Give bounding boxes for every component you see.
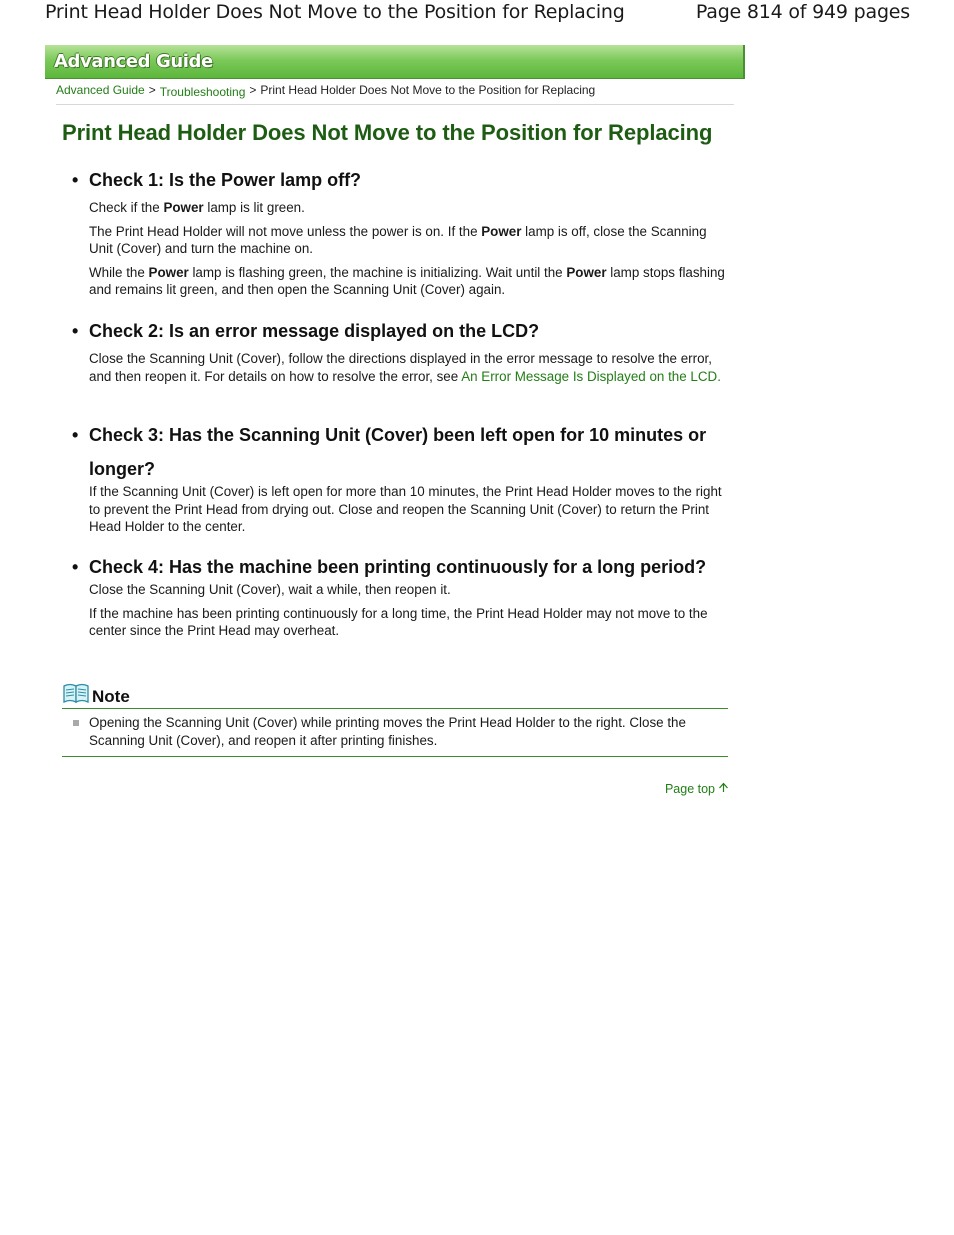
check-2-section xyxy=(72,314,732,391)
breadcrumb-separator: > xyxy=(249,83,257,97)
breadcrumb-advanced-guide[interactable]: Advanced Guide xyxy=(56,83,145,97)
check-3-paragraph-1: If the Scanning Unit (Cover) is left open for more than 10 minutes, the Print Head Holder moves to the right to prevent the Print Head from drying out. Close and reopen the Scanning Unit (Cover) to return the Print Head Holder to the center. xyxy=(89,484,722,534)
page-title: Print Head Holder Does Not Move to the Position for Replacing xyxy=(62,120,713,145)
check-4-heading xyxy=(72,550,732,584)
check-3-heading-text: Check 3: Has the Scanning Unit (Cover) been left open for 10 minutes or longer? xyxy=(89,425,707,479)
note-text: Opening the Scanning Unit (Cover) while printing moves the Print Head Holder to the right. Close the Scanning Unit (Cover), and reopen it after printing finishes. xyxy=(89,715,686,748)
bullet-icon: • xyxy=(72,557,79,577)
bullet-icon: • xyxy=(72,321,79,341)
check-4-section xyxy=(72,550,732,646)
check-2-heading-text: Check 2: Is an error message displayed on the LCD? xyxy=(89,321,540,341)
advanced-guide-banner xyxy=(45,45,745,79)
breadcrumb-separator: > xyxy=(148,83,156,97)
check-1-section xyxy=(72,163,732,305)
check-4-heading-text: Check 4: Has the machine been printing continuously for a long period? xyxy=(89,557,707,577)
page-number: Page 814 of 949 pages xyxy=(695,1,910,23)
page-top-link[interactable] xyxy=(665,782,729,796)
check-1-paragraph-1: Check if the Power lamp is lit green. xyxy=(89,200,305,215)
banner-label: Advanced Guide xyxy=(54,51,213,72)
page-top-label: Page top xyxy=(664,782,715,796)
error-message-link[interactable]: An Error Message Is Displayed on the LCD xyxy=(461,368,718,384)
note-box xyxy=(62,683,728,757)
check-4-paragraph-2: If the machine has been printing continuously for a long time, the Print Head Holder may not move to the center since the Print Head may overheat. xyxy=(89,605,708,638)
note-item xyxy=(62,709,728,757)
breadcrumb-current: Print Head Holder Does Not Move to the Position for Replacing xyxy=(260,83,596,97)
bullet-icon: • xyxy=(72,425,79,445)
document-title: Print Head Holder Does Not Move to the Position for Replacing xyxy=(45,1,625,23)
check-1-heading xyxy=(72,163,732,197)
breadcrumb xyxy=(56,83,734,105)
note-title: Note xyxy=(92,687,130,706)
check-2-paragraph-1: Close the Scanning Unit (Cover), follow the directions displayed in the error message to resolve the error, and then reopen it. For details on how to resolve the error, see An Error Message Is Displayed on the LCD. xyxy=(89,351,721,384)
check-4-paragraph-1: Close the Scanning Unit (Cover), wait a while, then reopen it. xyxy=(89,582,451,597)
check-1-paragraph-2: The Print Head Holder will not move unless the power is on. If the Power lamp is off, close the Scanning Unit (Cover) and turn the machine on. xyxy=(89,223,707,256)
square-bullet-icon xyxy=(73,720,79,726)
up-arrow-icon xyxy=(718,782,729,793)
check-3-heading xyxy=(72,418,732,486)
check-1-heading-text: Check 1: Is the Power lamp off? xyxy=(89,170,362,190)
book-icon xyxy=(62,683,90,705)
bullet-icon: • xyxy=(72,170,79,190)
page-header xyxy=(0,0,954,30)
check-1-paragraph-3: While the Power lamp is flashing green, the machine is initializing. Wait until the Power lamp stops flashing and remains lit green, and then open the Scanning Unit (Cover) again. xyxy=(89,264,725,297)
breadcrumb-troubleshooting[interactable]: Troubleshooting xyxy=(159,85,246,99)
check-3-section xyxy=(72,418,732,542)
check-2-heading xyxy=(72,314,732,348)
note-header xyxy=(62,683,728,709)
